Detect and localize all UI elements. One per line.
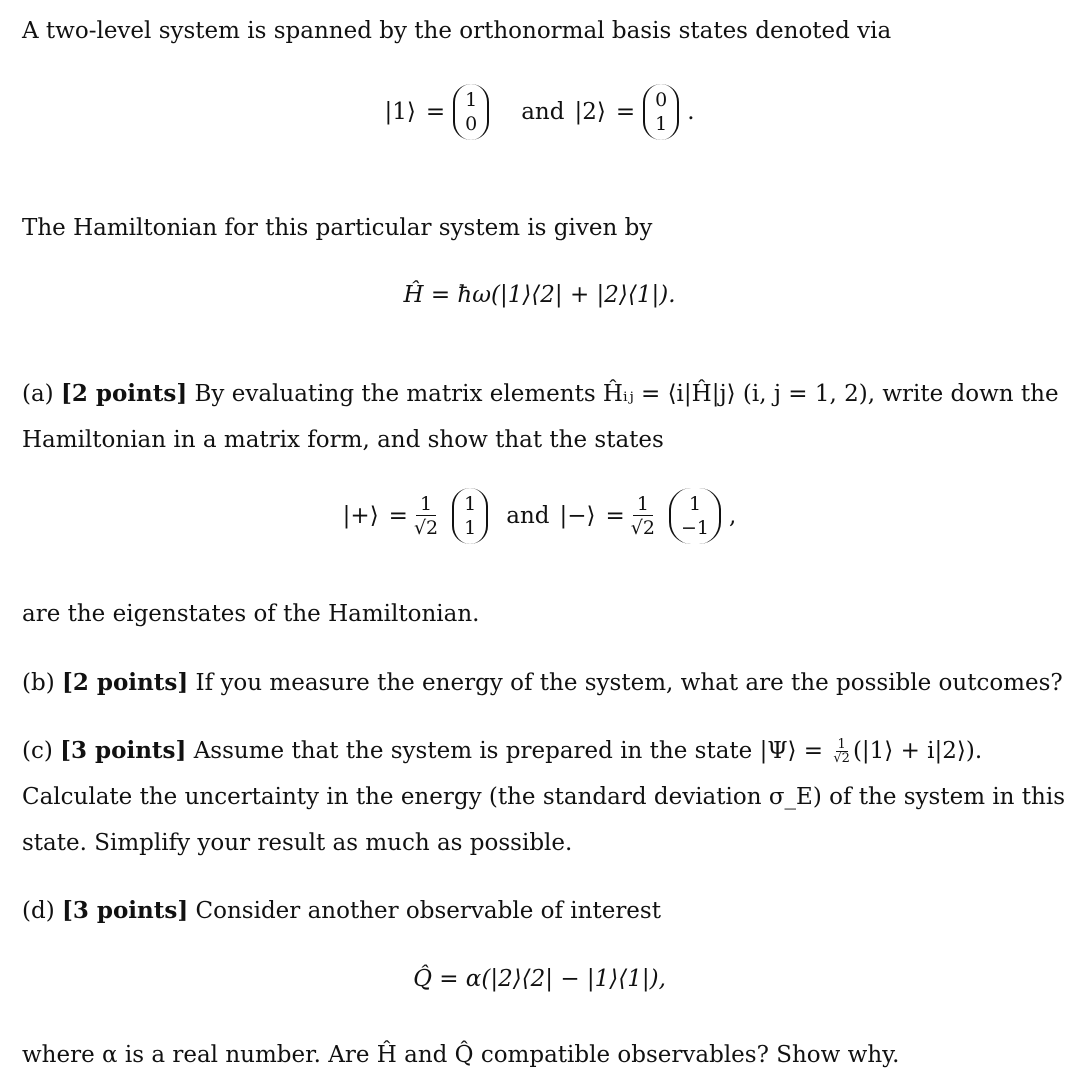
ket1-label: |1⟩ (384, 99, 416, 125)
part-a-label: (a) (22, 381, 54, 407)
plus-vector (452, 488, 488, 544)
plus-top: 1 (464, 493, 477, 515)
part-a-end: are the eigenstates of the Hamiltonian. (22, 601, 480, 627)
part-b-points: [2 points] (61, 669, 189, 696)
plus-frac-num: 1 (416, 493, 436, 516)
minus-ket: |−⟩ (559, 503, 596, 529)
plus-bottom: 1 (464, 517, 477, 539)
q-equation (0, 966, 1079, 992)
part-c-fraction (833, 738, 850, 766)
part-a-line1 (22, 371, 1059, 417)
part-d-closing: where α is a real number. Are Ĥ and Q̂ compatible observables? Show why. (22, 1042, 900, 1068)
part-c-frac-num: 1 (837, 737, 846, 752)
q-equation-text: Q̂ = α(|2⟩⟨2| − |1⟩⟨1|), (413, 966, 666, 992)
basis-equation: |1⟩ = 1 0 and |2⟩ = 0 1 . (0, 84, 1079, 140)
minus-frac-num: 1 (633, 493, 653, 516)
part-c-line2: Calculate the uncertainty in the energy (the standard deviation σ_E) of the system in this (22, 784, 1066, 810)
part-c-points: [3 points] (60, 737, 187, 764)
hamiltonian-equation-text: Ĥ = ħω(|1⟩⟨2| + |2⟩⟨1|). (403, 282, 676, 308)
plus-fraction (414, 493, 438, 540)
ket1-bottom: 0 (465, 113, 478, 135)
ket1-top: 1 (465, 89, 478, 111)
part-d-line (22, 888, 1049, 934)
minus-top: 1 (688, 493, 702, 515)
basis-end: . (687, 99, 695, 125)
part-c-text1-post: (|1⟩ + i|2⟩). (852, 738, 983, 764)
part-b-line (22, 660, 1063, 706)
part-d-label: (d) (22, 898, 55, 924)
hamiltonian-equation (0, 282, 1079, 308)
part-a-line2: Hamiltonian in a matrix form, and show that the states (22, 427, 664, 453)
part-b-label: (b) (22, 670, 55, 696)
minus-frac-den: √2 (630, 516, 655, 539)
part-d-text: Consider another observable of interest (195, 898, 661, 924)
ket2-label: |2⟩ (574, 99, 606, 125)
part-a-points: [2 points] (60, 380, 188, 407)
intro-text: A two-level system is spanned by the orthonormal basis states denoted via (22, 18, 892, 44)
part-c-line3: state. Simplify your result as much as possible. (22, 830, 573, 856)
part-c-text1-pre: Assume that the system is prepared in the state |Ψ⟩ = (193, 738, 824, 764)
ket2-bottom: 1 (655, 113, 668, 135)
part-b-text: If you measure the energy of the system, what are the possible outcomes? (195, 670, 1063, 696)
minus-fraction (631, 493, 655, 540)
minus-vector (669, 488, 721, 544)
basis-conjunction: and (521, 99, 565, 125)
hamiltonian-intro: The Hamiltonian for this particular system is given by (22, 215, 653, 241)
eigenstates-equation: |+⟩ = $\frac{1}{√2}$ 1 1 and |−⟩ = $\frac{1}{√2}$ 1 −1 , (0, 488, 1079, 544)
eigen-end: , (729, 503, 737, 529)
part-d-points: [3 points] (61, 897, 189, 924)
part-c-line1 (22, 728, 1049, 774)
plus-frac-den: √2 (413, 516, 439, 539)
ket1-vector (453, 84, 489, 140)
eigen-conjunction: and (506, 503, 550, 529)
plus-ket: |+⟩ (342, 503, 379, 529)
part-a-text1: By evaluating the matrix elements Ĥᵢⱼ = ⟨i|Ĥ|j⟩ (i, j = 1, 2), write down the (194, 381, 1059, 407)
ket2-top: 0 (655, 89, 668, 111)
part-c-label: (c) (22, 738, 53, 764)
part-c-frac-den: √2 (833, 751, 850, 766)
ket2-vector (643, 84, 679, 140)
minus-bottom: −1 (680, 517, 709, 539)
